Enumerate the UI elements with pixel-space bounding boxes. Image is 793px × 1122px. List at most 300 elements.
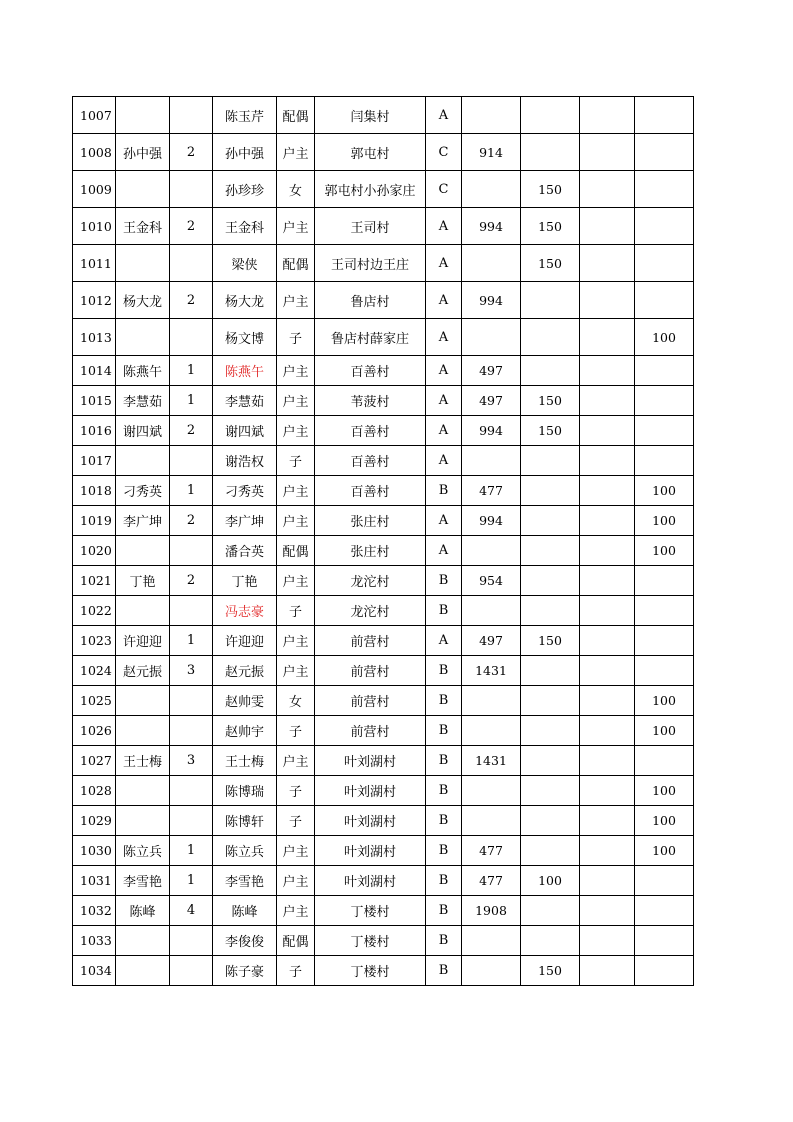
household-head-cell (116, 686, 170, 716)
row-id-cell: 1033 (73, 926, 116, 956)
amount-4-cell: 100 (635, 776, 694, 806)
amount-3-cell (580, 446, 635, 476)
table-row (73, 776, 694, 806)
village-cell: 前营村 (315, 656, 426, 686)
amount-2-cell (521, 97, 580, 134)
grade-cell: A (426, 356, 462, 386)
relation-cell: 户主 (277, 386, 315, 416)
amount-3-cell (580, 319, 635, 356)
amount-4-cell (635, 566, 694, 596)
amount-2-cell (521, 686, 580, 716)
village-cell: 张庄村 (315, 506, 426, 536)
household-head-cell (116, 536, 170, 566)
household-head-cell: 李雪艳 (116, 866, 170, 896)
village-cell: 龙沱村 (315, 596, 426, 626)
household-count-cell (170, 97, 213, 134)
amount-1-cell: 994 (462, 416, 521, 446)
amount-4-cell (635, 896, 694, 926)
village-cell: 百善村 (315, 446, 426, 476)
amount-3-cell (580, 171, 635, 208)
household-count-cell: 1 (170, 626, 213, 656)
row-id-cell: 1015 (73, 386, 116, 416)
household-count-cell: 2 (170, 416, 213, 446)
amount-4-cell: 100 (635, 319, 694, 356)
relation-cell: 户主 (277, 282, 315, 319)
member-name-cell: 许迎迎 (213, 626, 277, 656)
row-id-cell: 1021 (73, 566, 116, 596)
grade-cell: B (426, 896, 462, 926)
table-row (73, 626, 694, 656)
household-count-cell: 1 (170, 356, 213, 386)
amount-1-cell: 1431 (462, 746, 521, 776)
household-head-cell: 王士梅 (116, 746, 170, 776)
grade-cell: A (426, 536, 462, 566)
amount-1-cell: 477 (462, 476, 521, 506)
amount-1-cell (462, 686, 521, 716)
relation-cell: 户主 (277, 836, 315, 866)
row-id-cell: 1018 (73, 476, 116, 506)
table-row (73, 386, 694, 416)
amount-4-cell: 100 (635, 836, 694, 866)
amount-2-cell: 150 (521, 626, 580, 656)
household-table (72, 96, 694, 986)
member-name-cell: 李广坤 (213, 506, 277, 536)
row-id-cell: 1016 (73, 416, 116, 446)
member-name-cell: 李慧茹 (213, 386, 277, 416)
table-row (73, 596, 694, 626)
member-name-cell: 孙珍珍 (213, 171, 277, 208)
member-name-cell: 梁侠 (213, 245, 277, 282)
household-head-cell: 丁艳 (116, 566, 170, 596)
household-count-cell (170, 319, 213, 356)
amount-4-cell: 100 (635, 686, 694, 716)
member-name-cell: 赵帅雯 (213, 686, 277, 716)
grade-cell: A (426, 416, 462, 446)
table-row (73, 866, 694, 896)
amount-1-cell: 1431 (462, 656, 521, 686)
member-name-cell: 谢浩权 (213, 446, 277, 476)
household-count-cell (170, 776, 213, 806)
village-cell: 叶刘湖村 (315, 836, 426, 866)
row-id-cell: 1013 (73, 319, 116, 356)
row-id-cell: 1011 (73, 245, 116, 282)
table-row (73, 97, 694, 134)
amount-2-cell (521, 746, 580, 776)
relation-cell: 户主 (277, 656, 315, 686)
household-count-cell (170, 716, 213, 746)
amount-4-cell: 100 (635, 476, 694, 506)
amount-3-cell (580, 506, 635, 536)
relation-cell: 户主 (277, 866, 315, 896)
row-id-cell: 1034 (73, 956, 116, 986)
village-cell: 鲁店村 (315, 282, 426, 319)
amount-1-cell (462, 956, 521, 986)
amount-2-cell (521, 282, 580, 319)
village-cell: 丁楼村 (315, 896, 426, 926)
row-id-cell: 1031 (73, 866, 116, 896)
amount-4-cell (635, 626, 694, 656)
table-row (73, 446, 694, 476)
grade-cell: B (426, 476, 462, 506)
village-cell: 叶刘湖村 (315, 806, 426, 836)
row-id-cell: 1030 (73, 836, 116, 866)
amount-2-cell (521, 806, 580, 836)
grade-cell: B (426, 656, 462, 686)
village-cell: 叶刘湖村 (315, 746, 426, 776)
amount-3-cell (580, 476, 635, 506)
household-head-cell (116, 446, 170, 476)
household-count-cell: 2 (170, 566, 213, 596)
table-row (73, 536, 694, 566)
amount-2-cell (521, 896, 580, 926)
household-head-cell: 谢四斌 (116, 416, 170, 446)
member-name-cell: 冯志豪 (213, 596, 277, 626)
amount-1-cell (462, 776, 521, 806)
row-id-cell: 1020 (73, 536, 116, 566)
row-id-cell: 1012 (73, 282, 116, 319)
member-name-cell: 陈博瑞 (213, 776, 277, 806)
village-cell: 丁楼村 (315, 926, 426, 956)
household-head-cell (116, 956, 170, 986)
table-row (73, 806, 694, 836)
amount-3-cell (580, 686, 635, 716)
amount-1-cell (462, 806, 521, 836)
village-cell: 百善村 (315, 416, 426, 446)
grade-cell: B (426, 776, 462, 806)
grade-cell: A (426, 208, 462, 245)
amount-3-cell (580, 656, 635, 686)
household-head-cell (116, 926, 170, 956)
household-count-cell: 3 (170, 656, 213, 686)
relation-cell: 户主 (277, 566, 315, 596)
grade-cell: A (426, 97, 462, 134)
amount-4-cell (635, 356, 694, 386)
village-cell: 苇菠村 (315, 386, 426, 416)
amount-2-cell: 150 (521, 245, 580, 282)
table-row (73, 416, 694, 446)
grade-cell: A (426, 626, 462, 656)
village-cell: 张庄村 (315, 536, 426, 566)
household-count-cell: 2 (170, 208, 213, 245)
household-head-cell: 陈燕午 (116, 356, 170, 386)
grade-cell: B (426, 956, 462, 986)
amount-3-cell (580, 386, 635, 416)
amount-4-cell (635, 746, 694, 776)
amount-3-cell (580, 956, 635, 986)
amount-2-cell (521, 656, 580, 686)
relation-cell: 户主 (277, 134, 315, 171)
member-name-cell: 谢四斌 (213, 416, 277, 446)
relation-cell: 户主 (277, 506, 315, 536)
village-cell: 百善村 (315, 356, 426, 386)
amount-1-cell: 994 (462, 506, 521, 536)
amount-2-cell: 100 (521, 866, 580, 896)
amount-1-cell (462, 97, 521, 134)
village-cell: 郭屯村 (315, 134, 426, 171)
relation-cell: 户主 (277, 476, 315, 506)
amount-2-cell (521, 596, 580, 626)
table-row (73, 566, 694, 596)
amount-1-cell: 994 (462, 208, 521, 245)
member-name-cell: 李俊俊 (213, 926, 277, 956)
household-count-cell: 2 (170, 506, 213, 536)
household-count-cell: 1 (170, 476, 213, 506)
household-head-cell: 李慧茹 (116, 386, 170, 416)
amount-1-cell: 994 (462, 282, 521, 319)
relation-cell: 配偶 (277, 245, 315, 282)
table-row (73, 476, 694, 506)
row-id-cell: 1032 (73, 896, 116, 926)
amount-1-cell (462, 716, 521, 746)
amount-3-cell (580, 746, 635, 776)
amount-2-cell (521, 566, 580, 596)
amount-1-cell (462, 171, 521, 208)
row-id-cell: 1019 (73, 506, 116, 536)
row-id-cell: 1009 (73, 171, 116, 208)
row-id-cell: 1014 (73, 356, 116, 386)
amount-1-cell (462, 926, 521, 956)
household-head-cell: 赵元振 (116, 656, 170, 686)
relation-cell: 配偶 (277, 926, 315, 956)
relation-cell: 子 (277, 776, 315, 806)
table-row (73, 836, 694, 866)
household-head-cell (116, 171, 170, 208)
relation-cell: 女 (277, 686, 315, 716)
household-head-cell (116, 245, 170, 282)
amount-4-cell (635, 926, 694, 956)
household-head-cell: 刁秀英 (116, 476, 170, 506)
household-count-cell (170, 245, 213, 282)
row-id-cell: 1025 (73, 686, 116, 716)
relation-cell: 配偶 (277, 536, 315, 566)
relation-cell: 户主 (277, 626, 315, 656)
amount-1-cell: 954 (462, 566, 521, 596)
amount-3-cell (580, 566, 635, 596)
household-head-cell: 孙中强 (116, 134, 170, 171)
row-id-cell: 1022 (73, 596, 116, 626)
amount-2-cell (521, 926, 580, 956)
table-row (73, 356, 694, 386)
amount-3-cell (580, 836, 635, 866)
village-cell: 郭屯村小孙家庄 (315, 171, 426, 208)
household-count-cell: 1 (170, 836, 213, 866)
amount-2-cell (521, 536, 580, 566)
amount-4-cell (635, 134, 694, 171)
amount-1-cell: 497 (462, 356, 521, 386)
grade-cell: C (426, 171, 462, 208)
village-cell: 叶刘湖村 (315, 776, 426, 806)
household-head-cell (116, 806, 170, 836)
amount-2-cell (521, 446, 580, 476)
amount-3-cell (580, 536, 635, 566)
amount-2-cell (521, 134, 580, 171)
amount-1-cell: 1908 (462, 896, 521, 926)
member-name-cell: 赵帅宇 (213, 716, 277, 746)
amount-4-cell (635, 596, 694, 626)
grade-cell: B (426, 596, 462, 626)
amount-4-cell (635, 656, 694, 686)
household-head-cell (116, 596, 170, 626)
household-head-cell: 许迎迎 (116, 626, 170, 656)
table-row (73, 956, 694, 986)
household-count-cell: 1 (170, 386, 213, 416)
amount-3-cell (580, 416, 635, 446)
relation-cell: 户主 (277, 416, 315, 446)
amount-2-cell (521, 356, 580, 386)
amount-3-cell (580, 97, 635, 134)
amount-1-cell (462, 536, 521, 566)
grade-cell: C (426, 134, 462, 171)
household-head-cell: 杨大龙 (116, 282, 170, 319)
grade-cell: A (426, 386, 462, 416)
member-name-cell: 陈立兵 (213, 836, 277, 866)
grade-cell: B (426, 746, 462, 776)
relation-cell: 子 (277, 806, 315, 836)
village-cell: 鲁店村薛家庄 (315, 319, 426, 356)
row-id-cell: 1017 (73, 446, 116, 476)
grade-cell: A (426, 506, 462, 536)
household-count-cell (170, 926, 213, 956)
grade-cell: B (426, 836, 462, 866)
relation-cell: 户主 (277, 746, 315, 776)
amount-2-cell (521, 506, 580, 536)
amount-4-cell: 100 (635, 506, 694, 536)
relation-cell: 户主 (277, 896, 315, 926)
grade-cell: B (426, 926, 462, 956)
amount-4-cell (635, 282, 694, 319)
amount-4-cell: 100 (635, 806, 694, 836)
table-row (73, 319, 694, 356)
amount-3-cell (580, 134, 635, 171)
amount-2-cell: 150 (521, 171, 580, 208)
household-head-cell: 陈峰 (116, 896, 170, 926)
household-count-cell (170, 806, 213, 836)
table-row (73, 245, 694, 282)
member-name-cell: 陈燕午 (213, 356, 277, 386)
household-count-cell (170, 686, 213, 716)
row-id-cell: 1023 (73, 626, 116, 656)
grade-cell: A (426, 245, 462, 282)
amount-1-cell (462, 596, 521, 626)
household-head-cell (116, 319, 170, 356)
member-name-cell: 陈子豪 (213, 956, 277, 986)
amount-1-cell: 497 (462, 386, 521, 416)
amount-1-cell: 477 (462, 866, 521, 896)
amount-2-cell (521, 476, 580, 506)
row-id-cell: 1028 (73, 776, 116, 806)
amount-4-cell (635, 416, 694, 446)
table-row (73, 746, 694, 776)
amount-1-cell (462, 245, 521, 282)
amount-2-cell (521, 776, 580, 806)
household-count-cell (170, 596, 213, 626)
grade-cell: A (426, 319, 462, 356)
grade-cell: B (426, 716, 462, 746)
amount-3-cell (580, 866, 635, 896)
member-name-cell: 陈峰 (213, 896, 277, 926)
village-cell: 前营村 (315, 686, 426, 716)
household-count-cell: 1 (170, 866, 213, 896)
amount-1-cell: 914 (462, 134, 521, 171)
household-count-cell (170, 536, 213, 566)
household-head-cell (116, 776, 170, 806)
member-name-cell: 王士梅 (213, 746, 277, 776)
amount-3-cell (580, 282, 635, 319)
amount-3-cell (580, 626, 635, 656)
table-row (73, 656, 694, 686)
table-row (73, 686, 694, 716)
amount-4-cell (635, 956, 694, 986)
amount-3-cell (580, 245, 635, 282)
relation-cell: 子 (277, 319, 315, 356)
household-head-cell (116, 716, 170, 746)
amount-1-cell: 477 (462, 836, 521, 866)
relation-cell: 配偶 (277, 97, 315, 134)
amount-3-cell (580, 208, 635, 245)
amount-3-cell (580, 776, 635, 806)
village-cell: 丁楼村 (315, 956, 426, 986)
relation-cell: 子 (277, 446, 315, 476)
amount-3-cell (580, 896, 635, 926)
member-name-cell: 潘合英 (213, 536, 277, 566)
amount-1-cell (462, 446, 521, 476)
row-id-cell: 1010 (73, 208, 116, 245)
relation-cell: 女 (277, 171, 315, 208)
member-name-cell: 刁秀英 (213, 476, 277, 506)
village-cell: 叶刘湖村 (315, 866, 426, 896)
table-row (73, 896, 694, 926)
amount-4-cell (635, 866, 694, 896)
amount-2-cell (521, 319, 580, 356)
member-name-cell: 杨文博 (213, 319, 277, 356)
amount-3-cell (580, 356, 635, 386)
household-count-cell (170, 171, 213, 208)
amount-4-cell (635, 446, 694, 476)
village-cell: 龙沱村 (315, 566, 426, 596)
member-name-cell: 杨大龙 (213, 282, 277, 319)
amount-1-cell: 497 (462, 626, 521, 656)
amount-4-cell (635, 97, 694, 134)
row-id-cell: 1027 (73, 746, 116, 776)
relation-cell: 户主 (277, 356, 315, 386)
household-count-cell: 3 (170, 746, 213, 776)
grade-cell: B (426, 686, 462, 716)
village-cell: 前营村 (315, 716, 426, 746)
table-row (73, 716, 694, 746)
table-row (73, 208, 694, 245)
relation-cell: 子 (277, 596, 315, 626)
village-cell: 王司村边王庄 (315, 245, 426, 282)
table-row (73, 506, 694, 536)
household-count-cell (170, 956, 213, 986)
amount-2-cell: 150 (521, 208, 580, 245)
amount-3-cell (580, 806, 635, 836)
relation-cell: 子 (277, 956, 315, 986)
table-row (73, 282, 694, 319)
household-count-cell (170, 446, 213, 476)
household-head-cell (116, 97, 170, 134)
row-id-cell: 1007 (73, 97, 116, 134)
amount-2-cell: 150 (521, 386, 580, 416)
relation-cell: 户主 (277, 208, 315, 245)
village-cell: 闫集村 (315, 97, 426, 134)
amount-4-cell (635, 245, 694, 282)
amount-4-cell (635, 386, 694, 416)
grade-cell: B (426, 866, 462, 896)
amount-1-cell (462, 319, 521, 356)
amount-3-cell (580, 596, 635, 626)
member-name-cell: 陈博轩 (213, 806, 277, 836)
